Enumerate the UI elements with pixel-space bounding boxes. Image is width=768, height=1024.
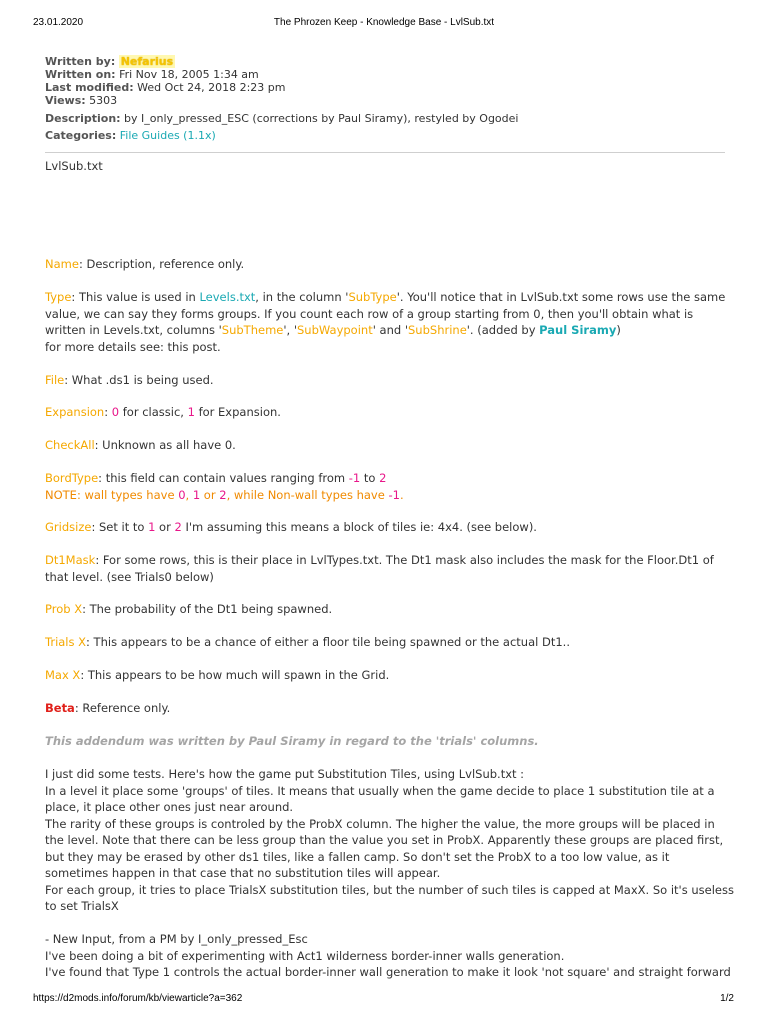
type-text-6: '. (added by [466,323,540,337]
bordtype-text-2: to [360,471,380,485]
field-type-paragraph [45,289,735,355]
new-input-paragraph-2: I've found that Type 1 controls the actual border-inner wall generation to make it look 'not square' and straight forward [45,965,731,979]
field-dt1mask-text: : For some rows, this is their place in LvlTypes.txt. The Dt1 mask also includes the mask for the Floor.Dt1 of that level. (see Trials0 below) [45,553,714,584]
expansion-text-2: for classic, [119,405,188,419]
addendum-paragraph-4: For each group, it tries to place TrialsX substitution tiles, but the number of such tiles is capped at MaxX. So it's useless to set TrialsX [45,882,734,913]
views-row [45,94,117,107]
author-link[interactable]: Nefarius [120,55,174,68]
written-by-row [45,55,175,68]
field-maxx-text: : This appears to be how much will spawn in the Grid. [80,668,390,682]
field-checkall-paragraph [45,437,735,454]
bordtype-note-1: NOTE: wall types have [45,487,179,502]
field-type-label: Type [45,290,72,304]
expansion-value-expansion: 1 [187,405,195,419]
subtype-label: SubType [348,290,397,304]
gridsize-text-2: or [155,520,175,534]
subwaypoint-label: SubWaypoint [297,323,373,337]
last-modified-row [45,81,286,94]
field-maxx-label: Max X [45,668,81,682]
bordtype-note-3: or [200,487,220,502]
expansion-text-1: : [104,405,112,419]
print-date: 23.01.2020 [33,17,84,28]
written-on-value: Fri Nov 18, 2005 1:34 am [119,68,259,81]
gridsize-text-1: : Set it to [91,520,149,534]
categories-label: Categories: [45,129,117,142]
field-gridsize-label: Gridsize [45,520,92,534]
type-text-1: : This value is used in [71,290,200,304]
print-page-number: 1/2 [720,993,734,1004]
levels-txt-link[interactable]: Levels.txt [199,290,256,304]
subtheme-label: SubTheme [221,323,284,337]
expansion-value-classic: 0 [111,405,120,419]
description-label: Description: [45,112,121,125]
field-beta-paragraph [45,700,735,717]
field-name-paragraph [45,256,735,273]
field-checkall-label: CheckAll [45,438,95,452]
field-beta-label: Beta [45,701,75,715]
divider [45,152,725,153]
field-trialsx-paragraph [45,634,735,651]
addendum-note: This addendum was written by Paul Siramy in regard to the 'trials' columns. [45,734,539,748]
print-url: https://d2mods.info/forum/kb/viewarticle?a=362 [33,993,243,1004]
field-trialsx-label: Trials X [45,635,87,649]
type-text-7: ) [616,323,621,337]
addendum-paragraph-2: In a level it place some 'groups' of tiles. It means that usually when the game decide to place 1 substitution tile at a place, it place other ones just near around. [45,783,715,814]
field-bordtype-label: BordType [45,471,99,485]
written-on-row [45,68,259,81]
type-text-3: '. You'll notice that in LvlSub.txt some rows use the same value, we can say they forms groups. If you count each row of a group starting from 0, then you'll obtain what is written in Levels.txt, columns ' [45,290,726,337]
expansion-text-3: for Expansion. [194,405,281,419]
bordtype-text-1: : this field can contain values ranging from [98,471,349,485]
field-trialsx-text: : This appears to be a chance of either a floor tile being spawned or the actual Dt1.. [86,635,570,649]
field-dt1mask-label: Dt1Mask [45,553,96,567]
new-input-heading: - New Input, from a PM by I_only_pressed_Esc [45,932,308,946]
field-bordtype-paragraph [45,470,735,503]
subshrine-label: SubShrine [408,323,467,337]
type-text-4: ', ' [283,323,297,337]
field-checkall-text: : Unknown as all have 0. [94,438,236,452]
bordtype-max: 2 [379,471,387,485]
field-dt1mask-paragraph [45,552,735,585]
category-link[interactable]: File Guides (1.1x) [119,129,216,142]
bordtype-note-5: . [399,487,404,502]
addendum-paragraph-1: I just did some tests. Here's how the game put Substitution Tiles, using LvlSub.txt : [45,767,525,781]
field-gridsize-paragraph [45,519,735,536]
bordtype-note-2: , [185,487,193,502]
categories-row [45,129,216,142]
field-expansion-label: Expansion [45,405,105,419]
field-probx-label: Prob X [45,602,83,616]
field-expansion-paragraph [45,404,735,421]
type-text-2: , in the column ' [255,290,349,304]
addendum-paragraph-3: The rarity of these groups is controled by the ProbX column. The higher the value, the more groups will be placed in the level. Note that there can be less group than the value you set in ProbX. Apparently these groups are placed first, but they may be erased by other ds1 tiles, like a fallen camp. So don't set the ProbX to a too low value, as it sometimes happen in that case that no substitution tiles will appear. [45,816,724,880]
field-file-paragraph [45,372,735,389]
bordtype-note-val-4: -1 [388,487,400,502]
views-value: 5303 [89,94,118,107]
field-name-text: : Description, reference only. [78,257,245,271]
last-modified-label: Last modified: [45,81,134,94]
gridsize-text-3: I'm assuming this means a block of tiles ie: 4x4. (see below). [181,520,537,534]
type-more-details: for more details see: this post. [45,339,221,354]
field-maxx-paragraph [45,667,735,684]
field-name-label: Name [45,257,79,271]
written-on-label: Written on: [45,68,116,81]
addendum-body [45,766,735,981]
description-value: by I_only_pressed_ESC (corrections by Paul Siramy), restyled by Ogodei [124,112,519,125]
description-row [45,112,518,125]
paul-siramy-link[interactable]: Paul Siramy [539,323,617,337]
bordtype-min: -1 [348,471,361,485]
new-input-paragraph-1: I've been doing a bit of experimenting with Act1 wilderness border-inner walls generation. [45,948,565,963]
bordtype-note-val-3: 2 [219,487,227,502]
bordtype-note-val-2: 1 [192,487,201,502]
bordtype-note-val-1: 0 [178,487,186,502]
field-beta-text: : Reference only. [74,701,171,715]
field-probx-paragraph [45,601,735,618]
field-file-text: : What .ds1 is being used. [64,373,214,387]
views-label: Views: [45,94,86,107]
field-probx-text: : The probability of the Dt1 being spawned. [82,602,333,616]
type-text-5: ' and ' [372,323,408,337]
gridsize-value-2: 2 [174,520,182,534]
article-filename: LvlSub.txt [45,159,103,173]
bordtype-note-4: , while Non-wall types have [226,487,389,502]
gridsize-value-1: 1 [148,520,156,534]
last-modified-value: Wed Oct 24, 2018 2:23 pm [137,81,286,94]
print-title: The Phrozen Keep - Knowledge Base - LvlSub.txt [273,17,495,28]
field-file-label: File [45,373,65,387]
spacer [45,915,735,932]
written-by-label: Written by: [45,55,116,68]
